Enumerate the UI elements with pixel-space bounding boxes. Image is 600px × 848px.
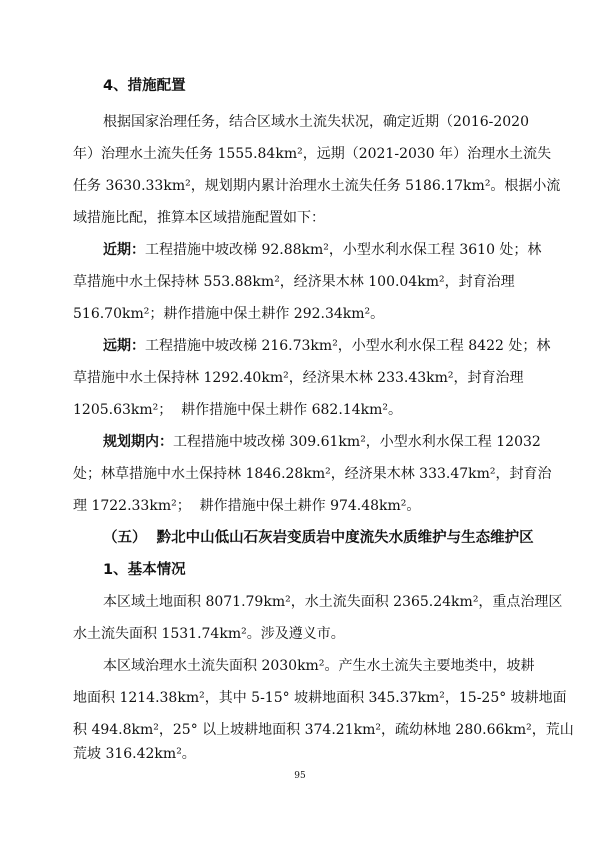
paragraph-line: 516.70km²；耕作措施中保土耕作 292.34km²。 [73,306,385,322]
paragraph-line: 荒坡 316.42km²。 [73,746,196,762]
paragraph-line: 本区域土地面积 8071.79km²，水土流失面积 2365.24km²，重点治理区 [103,594,563,610]
paragraph-line: 年）治理水土流失任务 1555.84km²，远期（2021-2030 年）治理水土流失 [73,146,552,162]
paragraph-line: 草措施中水土保持林 1292.40km²，经济果木林 233.43km²，封育治理 [73,370,524,386]
near-term-text: 工程措施中坡改梯 92.88km²，小型水利水保工程 3610 处；林 [145,242,542,258]
plan-period-label: 规划期内： [103,434,173,450]
paragraph-line: 地面积 1214.38km²，其中 5-15° 坡耕地面积 345.37km²，15-25° 坡耕地面 [73,690,567,706]
paragraph-line: 水土流失面积 1531.74km²。涉及遵义市。 [73,626,345,642]
paragraph-line: 积 494.8km²，25° 以上坡耕地面积 374.21km²，疏幼林地 280.66km²，荒山 [73,722,574,738]
section-heading-measures: 4、措施配置 [103,78,186,94]
paragraph-line: 任务 3630.33km²，规划期内累计治理水土流失任务 5186.17km²。根据小流 [73,178,561,194]
section-heading-zone: （五） 黔北中山低山石灰岩变质岩中度流失水质维护与生态维护区 [103,530,534,546]
plan-period-text: 工程措施中坡改梯 309.61km²，小型水利水保工程 12032 [173,434,541,450]
paragraph-line: 域措施比配，推算本区域措施配置如下： [73,210,325,226]
section-heading-basic: 1、基本情况 [103,562,186,578]
paragraph-line: 1205.63km²； 耕作措施中保土耕作 682.14km²。 [73,402,402,418]
page-number: 95 [294,771,306,781]
paragraph-line: 理 1722.33km²； 耕作措施中保土耕作 974.48km²。 [73,498,421,514]
plan-period-line-1 [103,433,541,451]
far-term-line-1 [103,337,551,355]
near-term-label: 近期： [103,242,145,258]
far-term-text: 工程措施中坡改梯 216.73km²，小型水利水保工程 8422 处；林 [145,338,551,354]
paragraph-line: 草措施中水土保持林 553.88km²，经济果木林 100.04km²，封育治理 [73,274,515,290]
paragraph-line: 本区域治理水土流失面积 2030km²。产生水土流失主要地类中，坡耕 [103,658,535,674]
paragraph-line: 处；林草措施中水土保持林 1846.28km²，经济果木林 333.47km²，封育治 [73,466,552,482]
far-term-label: 远期： [103,338,145,354]
near-term-line-1 [103,241,542,259]
paragraph-line: 根据国家治理任务，结合区域水土流失状况，确定近期（2016-2020 [103,114,529,130]
